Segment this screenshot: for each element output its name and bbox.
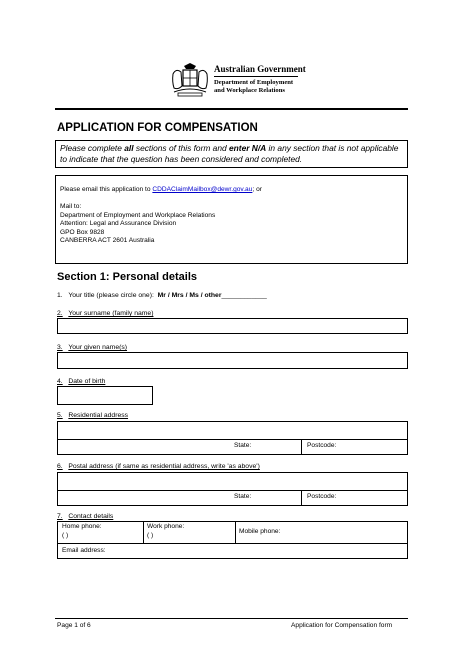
table-divider <box>301 490 302 505</box>
mail-to-label: Mail to: <box>60 203 82 211</box>
question-label: Your surname (family name) <box>68 310 154 317</box>
contact-details-table <box>57 521 408 559</box>
state-label[interactable]: State: <box>234 493 252 500</box>
department-line-1: Department of Employment <box>214 79 294 86</box>
instructions-text-2: sections of this form and <box>133 143 229 153</box>
government-name: Australian Government <box>214 64 306 74</box>
question-postal-address <box>57 463 260 470</box>
surname-field[interactable] <box>57 318 408 334</box>
table-divider <box>301 439 302 454</box>
table-divider <box>143 522 144 543</box>
email-prefix: Please email this application to <box>60 186 153 193</box>
state-label[interactable]: State: <box>234 442 252 449</box>
residential-address-table <box>57 421 408 455</box>
question-label: Residential address <box>68 412 129 419</box>
home-phone-area-code[interactable]: ( ) <box>62 532 69 539</box>
table-divider <box>235 522 236 543</box>
email-address-label[interactable]: Email address: <box>62 547 106 554</box>
page-number: Page 1 of 6 <box>57 622 91 629</box>
table-divider <box>58 543 407 544</box>
instructions-text-3: in any section that is not applicable to indicate that the question has been considered and completed. <box>60 143 399 164</box>
question-number: 5. <box>57 412 63 419</box>
title-options[interactable]: Mr / Mrs / Ms / other <box>157 292 222 299</box>
section-heading: Section 1: Personal details <box>57 271 197 283</box>
table-divider <box>58 490 407 491</box>
footer-rule <box>55 618 408 619</box>
question-number: 3. <box>57 344 63 351</box>
question-surname <box>57 310 153 317</box>
address-line: Department of Employment and Workplace Relations <box>60 211 216 219</box>
question-title <box>57 292 267 299</box>
title-other-blank[interactable]: ____________ <box>221 292 267 299</box>
department-name <box>214 79 293 95</box>
dob-field[interactable] <box>57 386 153 405</box>
question-residential-address <box>57 412 128 419</box>
form-title: APPLICATION FOR COMPENSATION <box>57 122 258 134</box>
postal-address-field[interactable] <box>57 472 408 490</box>
question-number: 7. <box>57 513 63 520</box>
email-suffix: ; or <box>252 186 262 193</box>
home-phone-label[interactable]: Home phone: <box>62 523 102 530</box>
question-label: Date of birth <box>68 378 106 385</box>
instructions-box <box>55 140 408 168</box>
given-names-field[interactable] <box>57 352 408 369</box>
postcode-label[interactable]: Postcode: <box>307 442 337 449</box>
question-label: Contact details <box>68 513 114 520</box>
postcode-label[interactable]: Postcode: <box>307 493 337 500</box>
form-name: Application for Compensation form <box>291 622 393 629</box>
work-phone-label[interactable]: Work phone: <box>147 523 185 530</box>
address-line: CANBERRA ACT 2601 Australia <box>60 237 155 245</box>
question-number: 4. <box>57 378 63 385</box>
government-logo <box>170 62 320 98</box>
mobile-phone-label[interactable]: Mobile phone: <box>239 528 281 535</box>
question-number: 2. <box>57 310 63 317</box>
question-number: 1. <box>57 292 63 299</box>
email-link[interactable]: CDDAClaimMailbox@dewr.gov.au <box>152 186 253 193</box>
instructions-bold-2: enter N/A <box>229 143 267 153</box>
email-line <box>60 186 403 194</box>
residential-address-field[interactable] <box>57 421 408 439</box>
postal-address-table <box>57 472 408 506</box>
address-line: Attention: Legal and Assurance Division <box>60 220 177 228</box>
instructions-bold-1: all <box>124 143 134 153</box>
question-label: Postal address (if same as residential address, write 'as above') <box>68 463 260 470</box>
question-dob <box>57 378 105 385</box>
question-label: Your title (please circle one): <box>68 292 154 299</box>
question-number: 6. <box>57 463 63 470</box>
submission-box <box>55 175 408 264</box>
work-phone-area-code[interactable]: ( ) <box>147 532 154 539</box>
instructions-text-1: Please complete <box>60 143 125 153</box>
department-line-2: and Workplace Relations <box>214 87 285 94</box>
header-rule <box>55 108 408 110</box>
question-given-names <box>57 344 127 351</box>
table-divider <box>58 439 407 440</box>
question-contact-details <box>57 513 113 520</box>
logo-divider <box>214 76 298 77</box>
address-line: GPO Box 9828 <box>60 228 105 236</box>
coat-of-arms-icon <box>170 62 210 98</box>
question-label: Your given name(s) <box>68 344 128 351</box>
